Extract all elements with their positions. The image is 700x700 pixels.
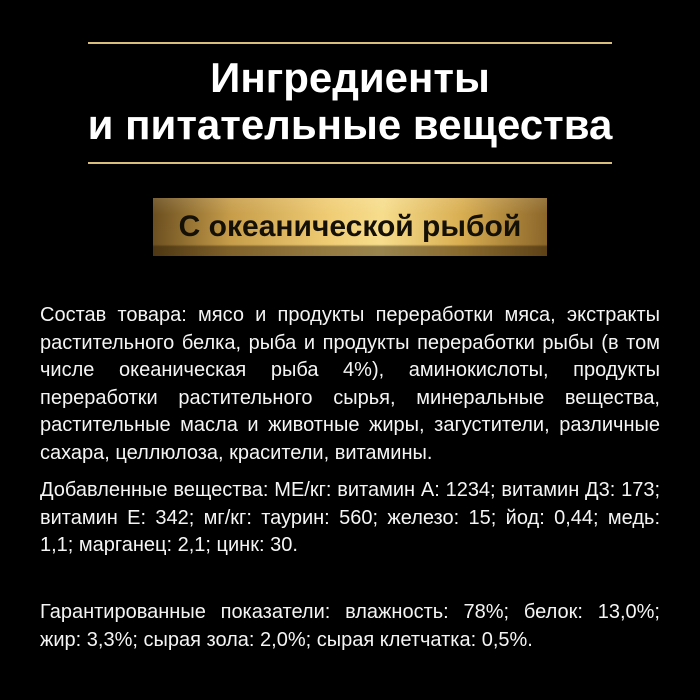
flavor-banner-label: С океанической рыбой	[178, 210, 522, 243]
flavor-banner	[153, 198, 547, 256]
page-title	[0, 54, 700, 148]
composition-paragraph: Состав товара: мясо и продукты переработки мяса, экстракты растительного белка, рыба и продукты переработки рыбы (в том числе океаническая рыба 4%), аминокислоты, продукты переработки растительного сырья, минеральные вещества, растительные масла и животные жиры, загустители, различные сахара, целлюлоза, красители, витамины.	[40, 304, 660, 464]
title-divider-bottom	[88, 162, 612, 164]
page-title-line2: и питательные вещества	[87, 101, 613, 148]
page-title-line1: Ингредиенты	[210, 54, 490, 101]
additives-paragraph: Добавленные вещества: МЕ/кг: витамин А: 1234; витамин Д3: 173; витамин Е: 342; мг/кг: таурин: 560; железо: 15; йод: 0,44; медь: 1,1; марганец: 2,1; цинк: 30.	[40, 479, 660, 556]
guaranteed-analysis-paragraph: Гарантированные показатели: влажность: 78%; белок: 13,0%; жир: 3,3%; сырая зола: 2,0%; сырая клетчатка: 0,5%.	[40, 601, 660, 651]
title-divider-top	[88, 42, 612, 44]
